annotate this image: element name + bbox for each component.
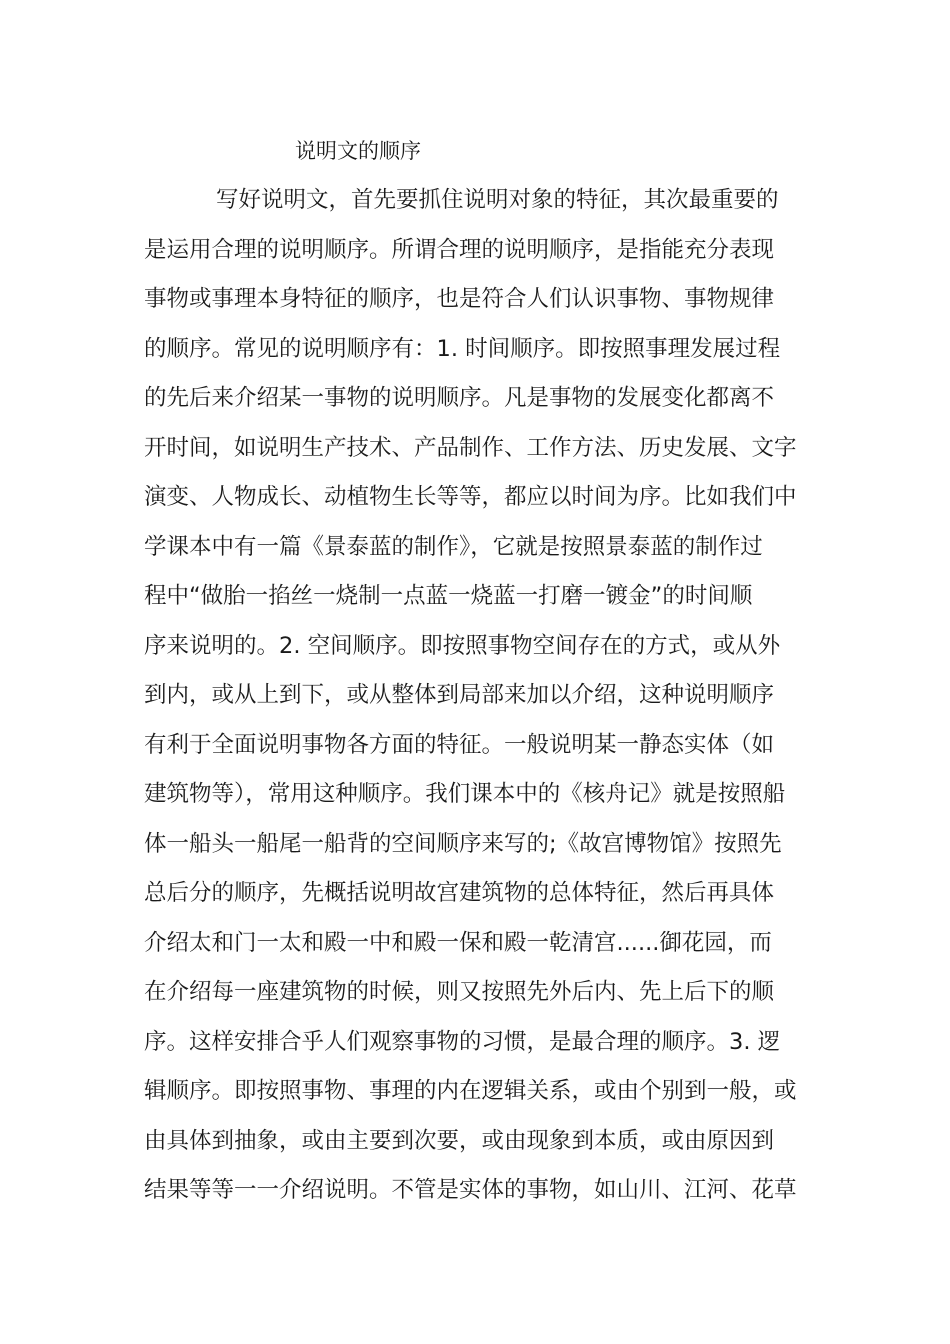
paragraph-line: 事物或事理本身特征的顺序，也是符合人们认识事物、事物规律: [144, 286, 775, 312]
paragraph-line: 是运用合理的说明顺序。所谓合理的说明顺序，是指能充分表现: [144, 236, 775, 263]
paragraph-line: 总后分的顺序，先概括说明故宫建筑物的总体特征，然后再具体: [144, 880, 775, 906]
document-title: 说明文的顺序: [295, 139, 421, 163]
paragraph-line: 结果等等一一介绍说明。不管是实体的事物，如山川、江河、花草: [144, 1177, 797, 1203]
paragraph-line: 序来说明的。2. 空间顺序。即按照事物空间存在的方式，或从外: [144, 632, 781, 659]
paragraph-line: 有利于全面说明事物各方面的特征。一般说明某一静态实体（如: [144, 731, 775, 758]
paragraph-line: 介绍太和门一太和殿一中和殿一保和殿一乾清宫......御花园，而: [144, 929, 772, 956]
paragraph-line: 辑顺序。即按照事物、事理的内在逻辑关系，或由个别到一般，或: [144, 1078, 797, 1104]
body-paragraph: [144, 182, 814, 1222]
paragraph-line: 到内，或从上到下，或从整体到局部来加以介绍，这种说明顺序: [144, 682, 775, 708]
paragraph-line: 在介绍每一座建筑物的时候，则又按照先外后内、先上后下的顺: [144, 979, 775, 1005]
paragraph-line: 开时间，如说明生产技术、产品制作、工作方法、历史发展、文字: [144, 434, 797, 461]
paragraph-line: 体一船头一船尾一船背的空间顺序来写的;《故宫博物馆》按照先: [144, 830, 782, 857]
paragraph-line: 写好说明文，首先要抓住说明对象的特征，其次最重要的: [216, 187, 779, 213]
paragraph-line: 建筑物等），常用这种顺序。我们课本中的《核舟记》就是按照船: [144, 781, 786, 807]
paragraph-line: 程中“做胎一掐丝一烧制一点蓝一烧蓝一打磨一镀金”的时间顺: [144, 583, 753, 609]
paragraph-line: 的顺序。常见的说明顺序有：1. 时间顺序。即按照事理发展过程: [144, 335, 781, 362]
paragraph-line: 的先后来介绍某一事物的说明顺序。凡是事物的发展变化都离不: [144, 385, 775, 411]
paragraph-line: 演变、人物成长、动植物生长等等，都应以时间为序。比如我们中: [144, 484, 797, 510]
paragraph-line: 由具体到抽象，或由主要到次要，或由现象到本质，或由原因到: [144, 1127, 775, 1154]
paragraph-line: 序。这样安排合乎人们观察事物的习惯，是最合理的顺序。3. 逻: [144, 1028, 781, 1055]
paragraph-line: 学课本中有一篇《景泰蓝的制作》，它就是按照景泰蓝的制作过: [144, 533, 763, 560]
